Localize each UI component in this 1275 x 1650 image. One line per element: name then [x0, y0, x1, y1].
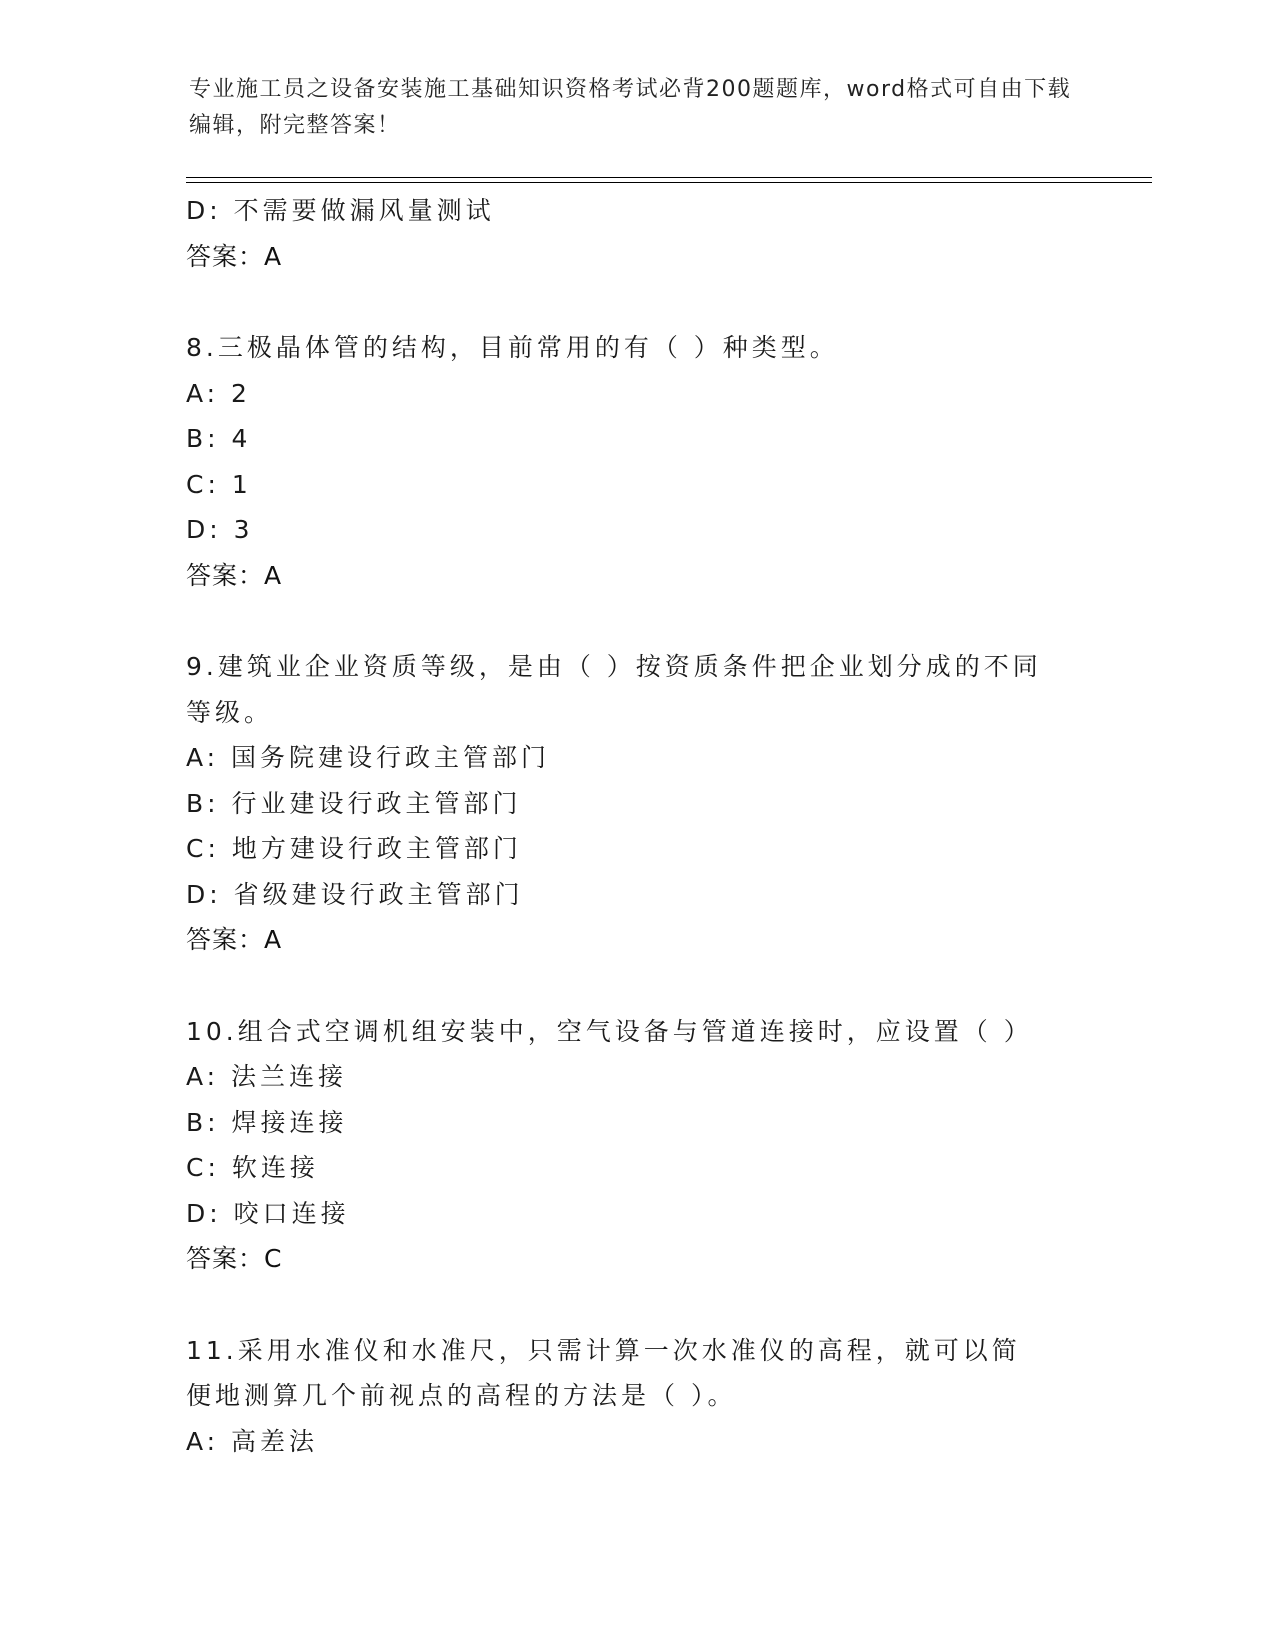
question-stem: 9.建筑业企业资质等级，是由（ ）按资质条件把企业划分成的不同等级。	[186, 652, 1042, 727]
spacer	[186, 279, 1086, 325]
question-stem: 10.组合式空调机组安装中，空气设备与管道连接时，应设置（ ）	[186, 1016, 1033, 1046]
option-b-text: B: 行业建设行政主管部门	[186, 788, 522, 818]
option-c-text: C: 软连接	[186, 1153, 319, 1182]
spacer	[186, 963, 1086, 1009]
answer-text: 答案：A	[186, 925, 283, 954]
question-stem: 8.三极晶体管的结构，目前常用的有（ ）种类型。	[186, 333, 839, 362]
option-d-text: D: 3	[186, 515, 254, 544]
option-b-text: B: 焊接连接	[186, 1107, 348, 1137]
option-c-text: C: 1	[186, 469, 252, 499]
spacer	[186, 598, 1086, 644]
option-a-text: A: 法兰连接	[186, 1062, 348, 1091]
option-d-text: D: 省级建设行政主管部门	[186, 879, 524, 909]
header-rule-top	[186, 177, 1152, 178]
spacer	[186, 1282, 1086, 1328]
option-b-text: B: 4	[186, 424, 252, 453]
question-stem: 11.采用水准仪和水准尺，只需计算一次水准仪的高程，就可以简便地测算几个前视点的高程的方法是（ ）。	[186, 1335, 1021, 1410]
option-d-text: D: 不需要做漏风量测试	[186, 196, 495, 225]
answer-text: 答案：A	[186, 241, 283, 271]
option-c-text: C: 地方建设行政主管部门	[186, 834, 522, 863]
answer-text: 答案：C	[186, 1244, 283, 1273]
header-rule-bottom	[186, 182, 1152, 183]
option-a-text: A: 高差法	[186, 1426, 319, 1456]
option-a-text: A: 国务院建设行政主管部门	[186, 743, 551, 772]
answer-text: 答案：A	[186, 560, 283, 590]
document-body	[186, 188, 1086, 1464]
option-d-text: D: 咬口连接	[186, 1198, 350, 1228]
document-header: 专业施工员之设备安装施工基础知识资格考试必背200题题库，word格式可自由下载编辑，附完整答案！	[189, 77, 1072, 138]
option-a-text: A: 2	[186, 378, 251, 408]
